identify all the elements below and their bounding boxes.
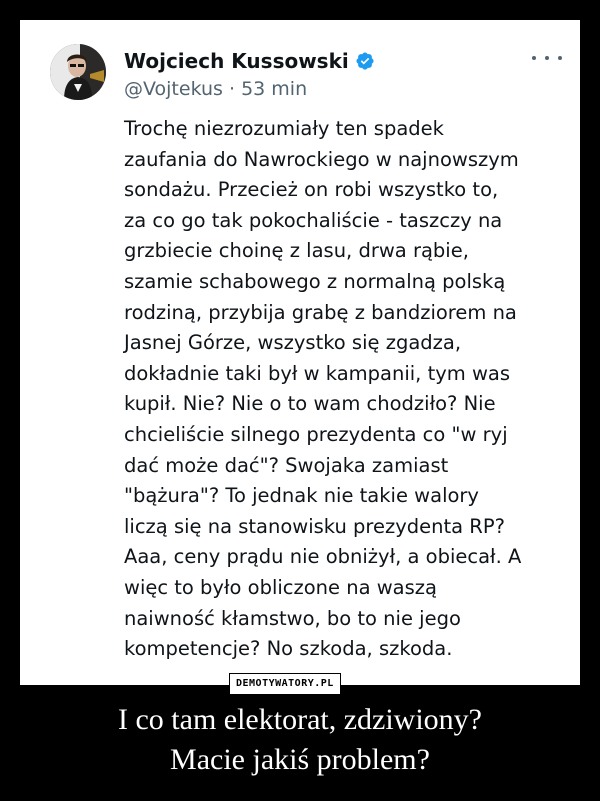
caption-line-1: I co tam elektorat, zdziwiony? [117, 703, 482, 736]
tweet-text [124, 114, 574, 665]
tweet-line: Aaa, ceny prądu nie obniżył, a obiecał. A [124, 545, 522, 569]
tweet-line: szamie schabowego z normalną polską [124, 269, 506, 293]
tweet-line: Jasnej Górze, wszystko się zgadza, [124, 331, 462, 355]
tweet-line: grzbiecie choinę z lasu, drwa rąbie, [124, 239, 469, 263]
tweet-card[interactable] [20, 20, 580, 685]
tweet-line: chcieliście silnego prezydenta co "w ryj [124, 422, 508, 446]
tweet-line: za co go tak pokochaliście - taszczy na [124, 208, 503, 232]
avatar[interactable] [50, 44, 106, 100]
author-name[interactable]: Wojciech Kussowski [124, 49, 349, 73]
more-horizontal-icon[interactable] [532, 48, 562, 68]
caption-line-2: Macie jakiś problem? [170, 743, 430, 776]
tweet-line: dokładnie taki był w kampanii, tym was [124, 361, 511, 385]
tweet-line: liczą się na stanowisku prezydenta RP? [124, 514, 505, 538]
tweet-line: "bążura"? To jednak nie takie walory [124, 484, 479, 508]
tweet-line: sondażu. Przecież on robi wszystko to, [124, 178, 499, 202]
tweet-line: kompetencje? No szkoda, szkoda. [124, 637, 453, 661]
tweet-line: naiwność kłamstwo, bo to nie jego [124, 606, 461, 630]
tweet-line: Trochę niezrozumiały ten spadek [124, 117, 444, 140]
site-watermark: DEMOTYWATORY.PL [229, 673, 341, 695]
author-row [124, 46, 375, 76]
separator: · [228, 78, 236, 100]
tweet-line: zaufania do Nawrockiego w najnowszym [124, 147, 519, 171]
post-time[interactable]: 53 min [241, 78, 308, 100]
author-handle[interactable]: @Vojtekus [124, 78, 223, 100]
tweet-line: dać może dać"? Swojaka zamiast [124, 453, 449, 477]
caption [0, 700, 600, 780]
tweet-line: rodziną, przybija grabę z bandziorem na [124, 300, 517, 324]
tweet-line: kupił. Nie? Nie o to wam chodziło? Nie [124, 392, 496, 416]
handle-time-row [124, 78, 307, 100]
verified-badge-icon [355, 51, 375, 71]
tweet-line: więc to było obliczone na waszą [124, 575, 437, 599]
